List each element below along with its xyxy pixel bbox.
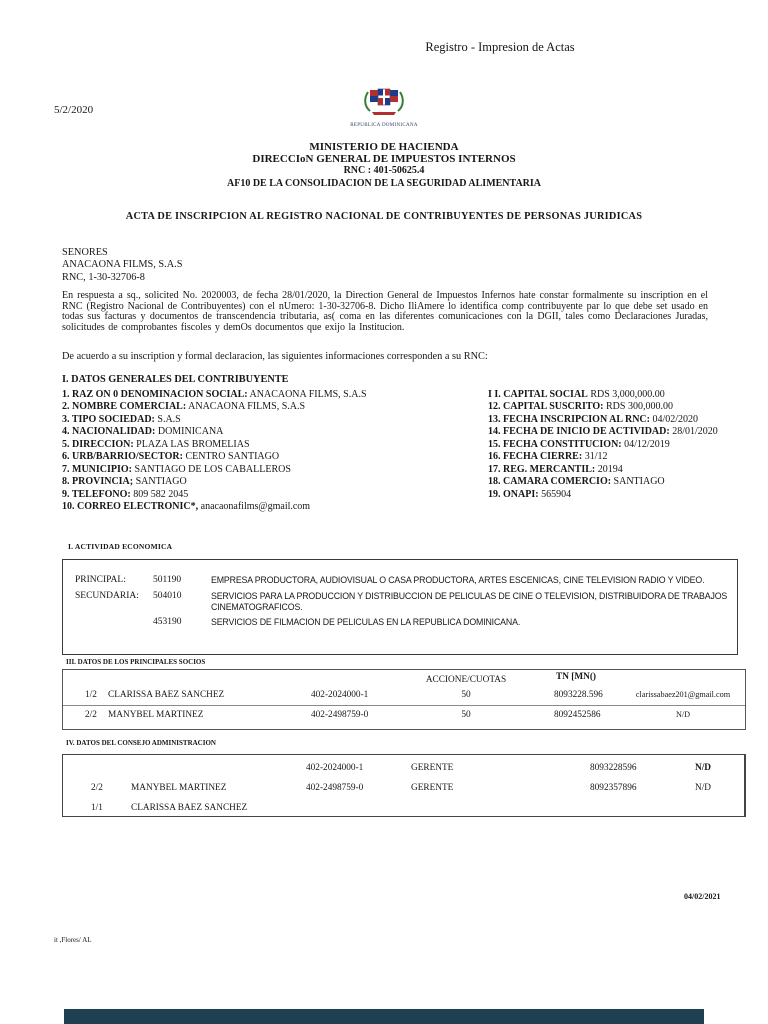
general-item-value: 28/01/2020 <box>672 426 718 438</box>
general-item-label: 5. DIRECCION: <box>62 438 134 450</box>
socio-telefono: 8093228.596 <box>554 690 603 700</box>
letterhead-rnc: RNC : 401-50625.4 <box>343 165 425 177</box>
socios-col-acciones: ACCIONE/CUOTAS <box>425 675 507 685</box>
general-item-label: 15. FECHA CONSTITUCION: <box>488 438 622 450</box>
consejo-nombre: MANYBEL MARTINEZ <box>131 783 227 793</box>
general-item-value: SANTIAGO <box>135 476 187 488</box>
actividad-row <box>63 591 737 613</box>
actividad-tipo <box>75 617 153 628</box>
general-item <box>62 414 492 426</box>
consejo-nombre: CLARISSA BAEZ SANCHEZ <box>131 803 248 813</box>
senores-line: SENORES <box>62 247 108 258</box>
actividad-codigo: 501190 <box>153 575 182 585</box>
socio-acciones: 50 <box>461 690 471 700</box>
document-title: ACTA DE INSCRIPCION AL REGISTRO NACIONAL DE CONTRIBUYENTES DE PERSONAS JURIDICAS <box>125 211 643 222</box>
general-item-label: 3. TIPO SOCIEDAD: <box>62 413 155 425</box>
actividad-tipo: SECUNDARIA: <box>75 590 139 601</box>
print-date: 5/2/2020 <box>54 104 94 116</box>
general-item-value: DOMINICANA <box>157 426 224 438</box>
second-paragraph: De acuerdo a su inscription y formal declaracion, las siguientes informaciones corresponden a su RNC: <box>62 351 488 362</box>
general-item <box>62 464 492 476</box>
general-item-value: SANTIAGO <box>613 476 665 488</box>
ministry-name: MINISTERIO DE HACIENDA <box>309 141 459 153</box>
general-item-label: 14. FECHA DE INICIO DE ACTIVIDAD: <box>488 426 670 438</box>
general-item-label: 6. URB/BARRIO/SECTOR: <box>62 451 183 463</box>
footer-note: it ,Flores/ AL <box>54 936 92 944</box>
general-item-value: anacaonafilms@gmail.com <box>200 501 311 513</box>
viewer-header-title: Registro - Impresion de Actas <box>425 40 575 54</box>
general-item-value: ANACAONA FILMS, S.A.S <box>249 389 367 400</box>
general-item-label: 4. NACIONALIDAD: <box>62 426 156 438</box>
consejo-orden: 1/1 <box>91 803 103 813</box>
actividad-table <box>62 559 738 655</box>
general-item-value: ANACAONA FILMS, S.A.S <box>188 401 306 413</box>
general-item <box>62 476 492 488</box>
general-item-value: PLAZA LAS BROMELIAS <box>136 438 250 450</box>
socio-correo: clarissabaez201@gmail.com <box>635 690 731 699</box>
general-item-label: 12. CAPITAL SUSCRITO: <box>488 401 604 413</box>
general-item <box>62 439 492 451</box>
socio-orden: 2/2 <box>85 710 97 720</box>
general-item <box>488 489 760 501</box>
socio-documento: 402-2498759-0 <box>311 710 369 720</box>
general-item <box>488 476 760 488</box>
general-item <box>62 389 492 401</box>
general-item <box>488 464 760 476</box>
general-item <box>62 489 492 501</box>
consejo-cargo: GERENTE <box>411 763 454 773</box>
general-item <box>488 401 760 413</box>
consejo-correo: N/D <box>695 783 712 793</box>
general-data-right-column <box>488 389 760 501</box>
general-item <box>62 501 492 513</box>
socio-documento: 402-2024000-1 <box>311 690 369 700</box>
general-item-label: 13. FECHA INSCRIPCION AL RNC: <box>488 413 650 425</box>
general-item-label: 9. TELEFONO: <box>62 488 131 500</box>
general-item-value: 04/12/2019 <box>624 438 670 450</box>
socio-nombre: CLARISSA BAEZ SANCHEZ <box>108 690 225 700</box>
socio-correo: N/D <box>675 710 691 719</box>
socios-heading: III. DATOS DE LOS PRINCIPALES SOCIOS <box>66 658 206 666</box>
next-page-bar <box>64 1009 704 1024</box>
letterhead-af: AF10 DE LA CONSOLIDACION DE LA SEGURIDAD ALIMENTARIA <box>226 177 542 189</box>
actividad-descripcion: SERVICIOS PARA LA PRODUCCION Y DISTRIBUCCION DE PELICULAS DE CINE O TELEVISION, DISTRIBUIDORA DE TRABAJOS CINEMATOGRAFICOS. <box>211 590 728 612</box>
general-item <box>488 389 760 401</box>
general-item-label: 16. FECHA CIERRE: <box>488 451 583 463</box>
row-divider <box>63 705 745 706</box>
socio-nombre: MANYBEL MARTINEZ <box>108 710 204 720</box>
coat-of-arms <box>350 85 418 128</box>
general-item-label: 2. NOMBRE COMERCIAL: <box>62 401 187 413</box>
general-item-label: 7. MUNICIPIO: <box>62 463 132 475</box>
actividad-descripcion: EMPRESA PRODUCTORA, AUDIOVISUAL O CASA PRODUCTORA, ARTES ESCENICAS, CINE TELEVISION RADIO Y VIDEO. <box>211 575 705 585</box>
consejo-orden: 2/2 <box>91 783 103 793</box>
general-item-value: 31/12 <box>584 451 608 463</box>
coat-of-arms-icon <box>362 85 406 117</box>
direccion-name: DIRECCIoN GENERAL DE IMPUESTOS INTERNOS <box>252 152 516 165</box>
general-item <box>62 451 492 463</box>
general-item-label: 19. ONAPI: <box>488 488 539 500</box>
general-item-value: RDS 300,000.00 <box>606 401 673 413</box>
signature-date: 04/02/2021 <box>684 892 721 901</box>
actividad-tipo: PRINCIPAL: <box>75 575 126 585</box>
actividad-heading: I. ACTIVIDAD ECONOMICA <box>68 542 173 551</box>
general-item-value: 809 582 2045 <box>133 488 189 500</box>
consejo-telefono: 8092357896 <box>590 783 637 793</box>
general-item-value: CENTRO SANTIAGO <box>185 451 280 463</box>
consejo-cargo: GERENTE <box>411 783 454 793</box>
general-item-value: 565904 <box>541 488 572 500</box>
general-item-label: 17. REG. MERCANTIL: <box>488 463 596 475</box>
general-item-label: 8. PROVINCIA; <box>62 476 134 488</box>
actividad-codigo: 504010 <box>153 590 182 601</box>
actividad-descripcion: SERVICIOS DE FILMACION DE PELICULAS EN LA REPUBLICA DOMINICANA. <box>211 617 521 628</box>
consejo-telefono: 8093228596 <box>590 763 637 773</box>
general-data-heading: I. DATOS GENERALES DEL CONTRIBUYENTE <box>62 374 289 385</box>
general-item-value: S.A.S <box>157 413 181 425</box>
general-item-label: 1. RAZ ON 0 DENOMINACION SOCIAL: <box>62 389 248 400</box>
addressee-block <box>62 247 182 284</box>
general-data-left-column <box>62 389 492 514</box>
socios-table <box>62 669 746 730</box>
general-item-value: 20194 <box>597 463 623 475</box>
general-item <box>488 451 760 463</box>
general-item <box>62 426 492 438</box>
socio-orden: 1/2 <box>85 690 97 700</box>
general-item <box>488 414 760 426</box>
general-item <box>62 401 492 413</box>
company-name: ANACAONA FILMS, S.A.S <box>62 259 183 271</box>
consejo-correo: N/D <box>695 763 712 773</box>
consejo-table <box>62 754 746 817</box>
general-item-value: SANTIAGO DE LOS CABALLEROS <box>134 463 291 475</box>
socio-telefono: 8092452586 <box>554 710 601 720</box>
general-item-label: I I. CAPITAL SOCIAL <box>488 389 588 400</box>
company-rnc: RNC, 1-30-32706-8 <box>62 271 145 283</box>
consejo-heading: IV. DATOS DEL CONSEJO ADMINISTRACION <box>66 739 216 747</box>
general-item-value: RDS 3,000,000.00 <box>590 389 665 400</box>
general-item-label: 18. CAMARA COMERCIO: <box>488 476 612 488</box>
letterhead <box>0 142 768 190</box>
emblem-caption: REPUBLICA DOMINICANA <box>350 123 418 128</box>
general-item-label: 10. CORREO ELECTRONIC*, <box>62 501 199 513</box>
consejo-documento: 402-2498759-0 <box>306 783 364 793</box>
socio-acciones: 50 <box>461 710 471 720</box>
consejo-documento: 402-2024000-1 <box>306 763 364 773</box>
general-item <box>488 439 760 451</box>
actividad-codigo: 453190 <box>153 617 182 628</box>
actividad-row <box>63 575 737 586</box>
general-item <box>488 426 760 438</box>
actividad-row <box>63 617 737 628</box>
intro-paragraph: En respuesta a sq., solicited No. 2020003, de fecha 28/01/2020, la Direction General de Impuestos Infernos hate constar formalmente su inscription en el RNC (Registro Nacional de Contribuyentes) con el nUmero: 1-30-32706-8. Dicho IliAmere lo identifica comp contribuyente par lo que debe set usado en todas sus facturas y documentos de transcendencia tributaria, as( coma en las diferentes comunicaciones con la DGII, tales como Declaraciones Juradas, solicitudes de comprobantes fiscoles y demOs documentos que exijo la Institucion. <box>62 290 708 333</box>
general-item-value: 04/02/2020 <box>652 413 699 425</box>
socios-col-telefono: TN [MN() <box>556 672 597 682</box>
